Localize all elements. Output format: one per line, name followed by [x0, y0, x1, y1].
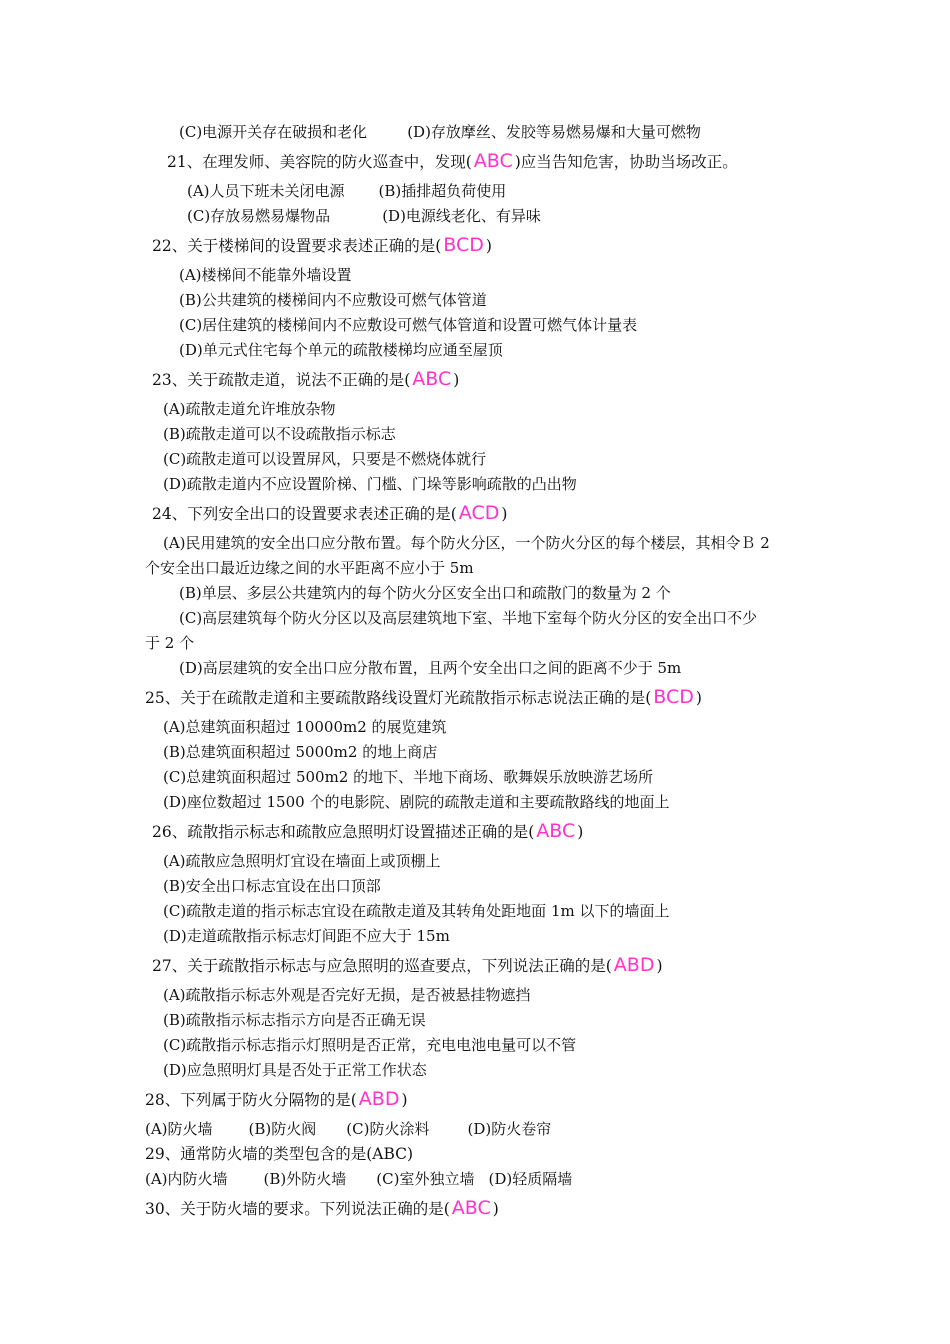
q21-option-b: (B)插排超负荷使用 — [378, 182, 507, 200]
q29-option-d: (D)轻质隔墙 — [488, 1170, 573, 1188]
q20-option-c: (C)电源开关存在破损和老化 — [179, 123, 368, 141]
q26-question: 26、疏散指示标志和疏散应急照明灯设置描述正确的是( ABC ) — [152, 820, 584, 842]
q24-question: 24、下列安全出口的设置要求表述正确的是( ACD ) — [152, 502, 508, 524]
q23-option-b: (B)疏散走道可以不设疏散指示标志 — [163, 425, 396, 443]
q21-option-a: (A)人员下班未关闭电源 — [187, 182, 345, 200]
q28-question: 28、下列属于防火分隔物的是( ABD ) — [145, 1088, 408, 1110]
q21-answer: ABC — [473, 150, 513, 172]
q27-option-a: (A)疏散指示标志外观是否完好无损，是否被悬挂物遮挡 — [163, 986, 531, 1004]
q25-option-b: (B)总建筑面积超过 5000m2 的地上商店 — [163, 743, 438, 761]
q21-option-d: (D)电源线老化、有异味 — [382, 207, 541, 225]
q27-option-b: (B)疏散指示标志指示方向是否正确无误 — [163, 1011, 426, 1029]
q24-option-c-line1: (C)高层建筑每个防火分区以及高层建筑地下室、半地下室每个防火分区的安全出口不少 — [179, 609, 758, 627]
q28-option-b: (B)防火阀 — [248, 1120, 317, 1138]
q22-answer: BCD — [443, 234, 484, 256]
q21-question: 21、在理发师、美容院的防火巡查中，发现( ABC )应当告知危害，协助当场改正。 — [167, 150, 738, 172]
q26-answer: ABC — [536, 820, 576, 842]
q23-question: 23、关于疏散走道，说法不正确的是( ABC ) — [152, 368, 460, 390]
q26-option-a: (A)疏散应急照明灯宜设在墙面上或顶棚上 — [163, 852, 441, 870]
q24-answer: ACD — [458, 502, 500, 524]
q29-options — [145, 1168, 572, 1190]
q24-option-b: (B)单层、多层公共建筑内的每个防火分区安全出口和疏散门的数量为 2 个 — [179, 584, 671, 602]
q25-answer: BCD — [653, 686, 694, 708]
q20-options-cd — [179, 121, 701, 143]
q25-question: 25、关于在疏散走道和主要疏散路线设置灯光疏散指示标志说法正确的是( BCD ) — [145, 686, 702, 708]
q24-option-d: (D)高层建筑的安全出口应分散布置，且两个安全出口之间的距离不少于 5m — [179, 659, 682, 677]
q24-option-a-line1: (A)民用建筑的安全出口应分散布置。每个防火分区，一个防火分区的每个楼层，其相令Ｂ 2 — [163, 534, 770, 552]
q28-answer: ABD — [358, 1088, 400, 1110]
q26-option-c: (C)疏散走道的指示标志宜设在疏散走道及其转角处距地面 1m 以下的墙面上 — [163, 902, 670, 920]
q27-option-c: (C)疏散指示标志指示灯照明是否正常，充电电池电量可以不管 — [163, 1036, 577, 1054]
q29-option-b: (B)外防火墙 — [263, 1170, 347, 1188]
q25-option-a: (A)总建筑面积超过 10000m2 的展览建筑 — [163, 718, 447, 736]
q22-option-d: (D)单元式住宅每个单元的疏散楼梯均应通至屋顶 — [179, 341, 503, 359]
q29-option-c: (C)室外独立墙 — [376, 1170, 475, 1188]
q26-option-d: (D)走道疏散指示标志灯间距不应大于 15m — [163, 927, 450, 945]
q30-answer: ABC — [451, 1197, 491, 1219]
q24-option-a-line2: 个安全出口最近边缘之间的水平距离不应小于 5m — [145, 559, 474, 577]
q21-options-cd — [187, 205, 541, 227]
q29-question: 29、通常防火墙的类型包含的是(ABC) — [145, 1145, 414, 1163]
q26-option-b: (B)安全出口标志宜设在出口顶部 — [163, 877, 381, 895]
q25-option-d: (D)座位数超过 1500 个的电影院、剧院的疏散走道和主要疏散路线的地面上 — [163, 793, 670, 811]
q22-option-b: (B)公共建筑的楼梯间内不应敷设可燃气体管道 — [179, 291, 487, 309]
q29-option-a: (A)内防火墙 — [145, 1170, 228, 1188]
q20-option-d: (D)存放摩丝、发胶等易燃易爆和大量可燃物 — [407, 123, 701, 141]
q21-options-ab — [187, 180, 506, 202]
q28-options — [145, 1118, 551, 1140]
q28-option-d: (D)防火卷帘 — [467, 1120, 552, 1138]
q24-option-c-line2: 于 2 个 — [145, 634, 195, 652]
q28-option-a: (A)防火墙 — [145, 1120, 213, 1138]
q25-option-c: (C)总建筑面积超过 500m2 的地下、半地下商场、歌舞娱乐放映游艺场所 — [163, 768, 654, 786]
q22-option-a: (A)楼梯间不能靠外墙设置 — [179, 266, 352, 284]
q23-option-c: (C)疏散走道可以设置屏风，只要是不燃烧体就行 — [163, 450, 487, 468]
q23-answer: ABC — [412, 368, 452, 390]
q22-option-c: (C)居住建筑的楼梯间内不应敷设可燃气体管道和设置可燃气体计量表 — [179, 316, 638, 334]
q23-option-a: (A)疏散走道允许堆放杂物 — [163, 400, 336, 418]
q21-option-c: (C)存放易燃易爆物品 — [187, 207, 331, 225]
q23-option-d: (D)疏散走道内不应设置阶梯、门槛、门垛等影响疏散的凸出物 — [163, 475, 577, 493]
q27-question: 27、关于疏散指示标志与应急照明的巡查要点，下列说法正确的是( ABD ) — [152, 954, 663, 976]
q30-question: 30、关于防火墙的要求。下列说法正确的是( ABC ) — [145, 1197, 499, 1219]
q22-question: 22、关于楼梯间的设置要求表述正确的是( BCD ) — [152, 234, 492, 256]
q28-option-c: (C)防火涂料 — [346, 1120, 430, 1138]
q27-option-d: (D)应急照明灯具是否处于正常工作状态 — [163, 1061, 427, 1079]
q27-answer: ABD — [613, 954, 655, 976]
